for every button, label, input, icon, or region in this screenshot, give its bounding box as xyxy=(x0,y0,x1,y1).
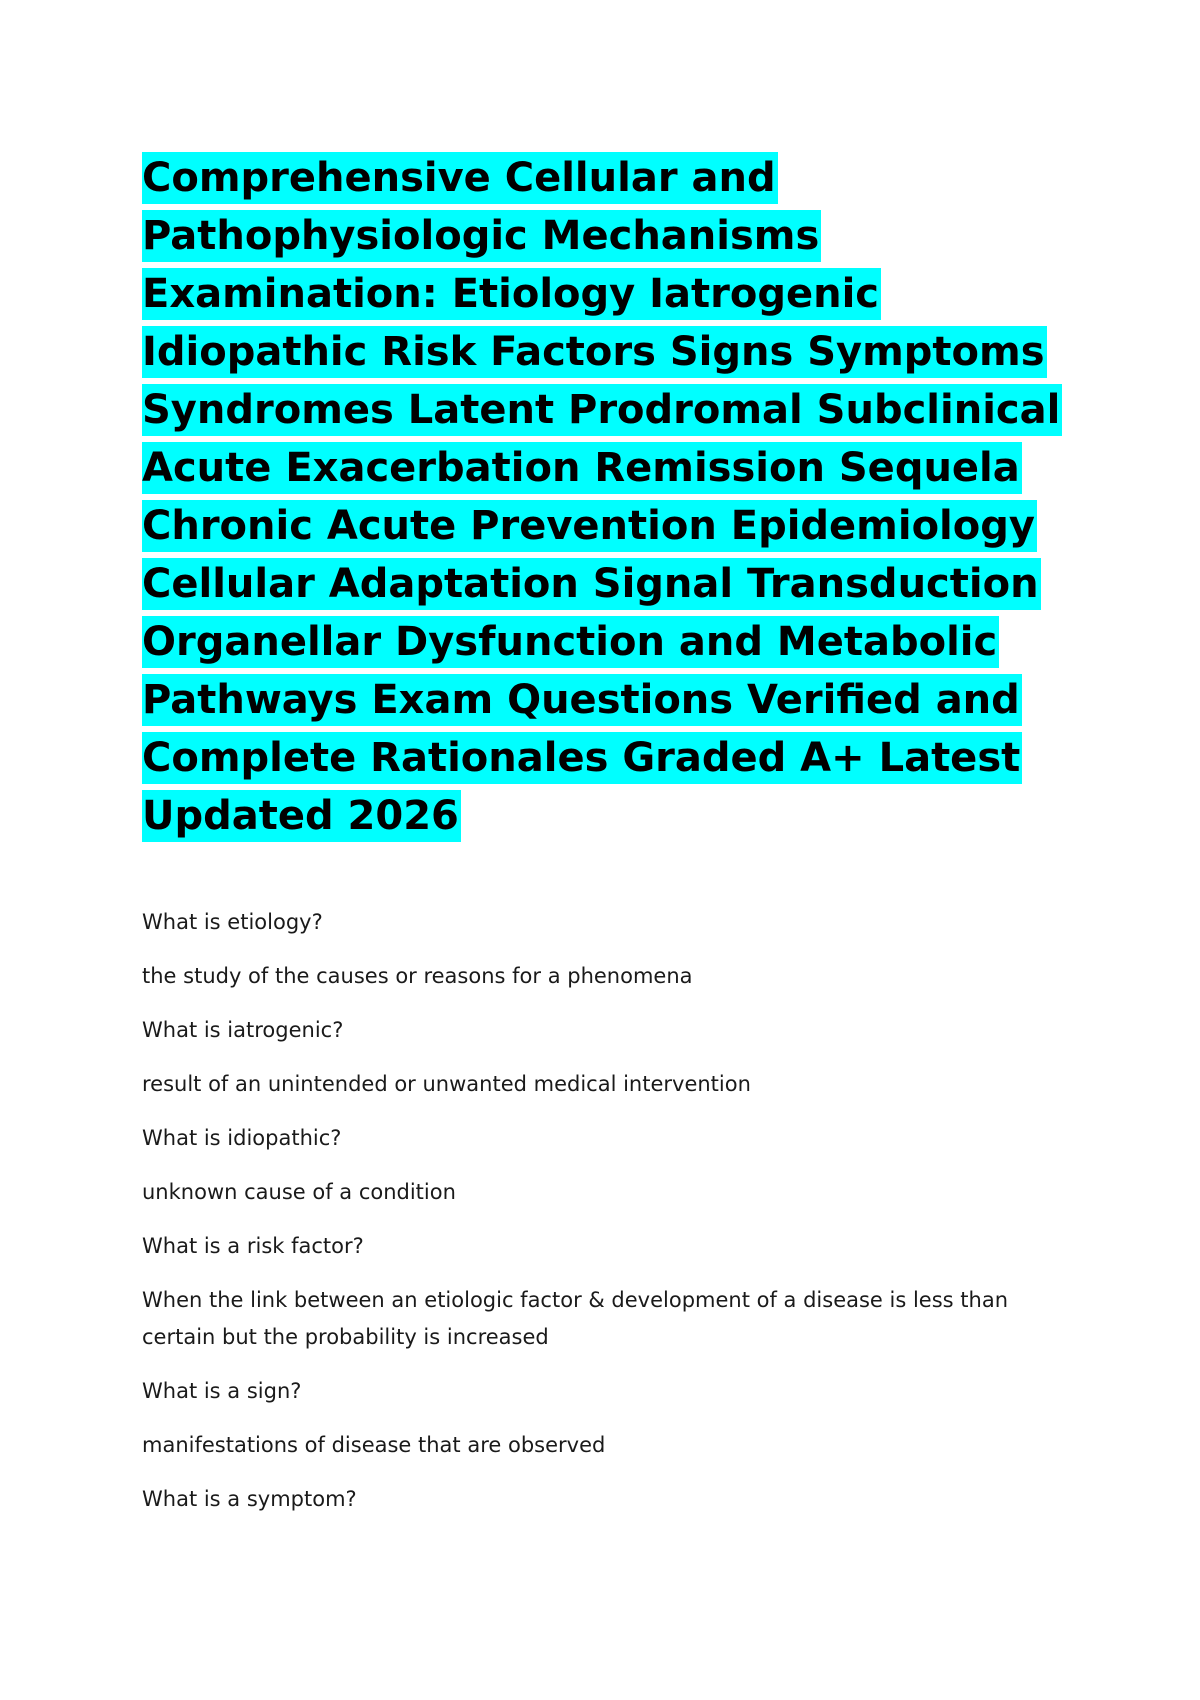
title-line xyxy=(142,500,1082,558)
title-line-text: Complete Rationales Graded A+ Latest xyxy=(142,732,1022,784)
answer-text: manifestations of disease that are observed xyxy=(142,1433,606,1457)
title-line xyxy=(142,326,1082,384)
answer-text: When the link between an etiologic factor & development of a disease is less than certain but the probability is increased xyxy=(142,1288,1009,1349)
title-line xyxy=(142,384,1082,442)
title-line-text: Cellular Adaptation Signal Transduction xyxy=(142,558,1041,610)
title-line-text: Pathophysiologic Mechanisms xyxy=(142,210,821,262)
title-line-text: Comprehensive Cellular and xyxy=(142,152,778,204)
title-line-text: Organellar Dysfunction and Metabolic xyxy=(142,616,999,668)
question-text: What is a sign? xyxy=(142,1379,302,1403)
title-line-text: Examination: Etiology Iatrogenic xyxy=(142,268,881,320)
document-title xyxy=(142,152,1082,848)
question-text: What is etiology? xyxy=(142,910,323,934)
question-answer-list xyxy=(142,904,1062,1535)
title-line xyxy=(142,210,1082,268)
question-text: What is iatrogenic? xyxy=(142,1018,344,1042)
title-line-text: Updated 2026 xyxy=(142,790,461,842)
question-text: What is idiopathic? xyxy=(142,1126,342,1150)
title-line xyxy=(142,558,1082,616)
title-line-text: Idiopathic Risk Factors Signs Symptoms xyxy=(142,326,1047,378)
answer-text: result of an unintended or unwanted medical intervention xyxy=(142,1072,751,1096)
question-text: What is a symptom? xyxy=(142,1487,357,1511)
question-text: What is a risk factor? xyxy=(142,1234,364,1258)
title-line xyxy=(142,732,1082,790)
title-line-text: Syndromes Latent Prodromal Subclinical xyxy=(142,384,1062,436)
title-line xyxy=(142,790,1082,848)
title-line xyxy=(142,152,1082,210)
title-line xyxy=(142,268,1082,326)
title-line xyxy=(142,616,1082,674)
title-line xyxy=(142,442,1082,500)
answer-text: unknown cause of a condition xyxy=(142,1180,456,1204)
title-line-text: Chronic Acute Prevention Epidemiology xyxy=(142,500,1037,552)
title-line-text: Acute Exacerbation Remission Sequela xyxy=(142,442,1022,494)
answer-text: the study of the causes or reasons for a phenomena xyxy=(142,964,693,988)
title-line xyxy=(142,674,1082,732)
title-line-text: Pathways Exam Questions Verified and xyxy=(142,674,1022,726)
